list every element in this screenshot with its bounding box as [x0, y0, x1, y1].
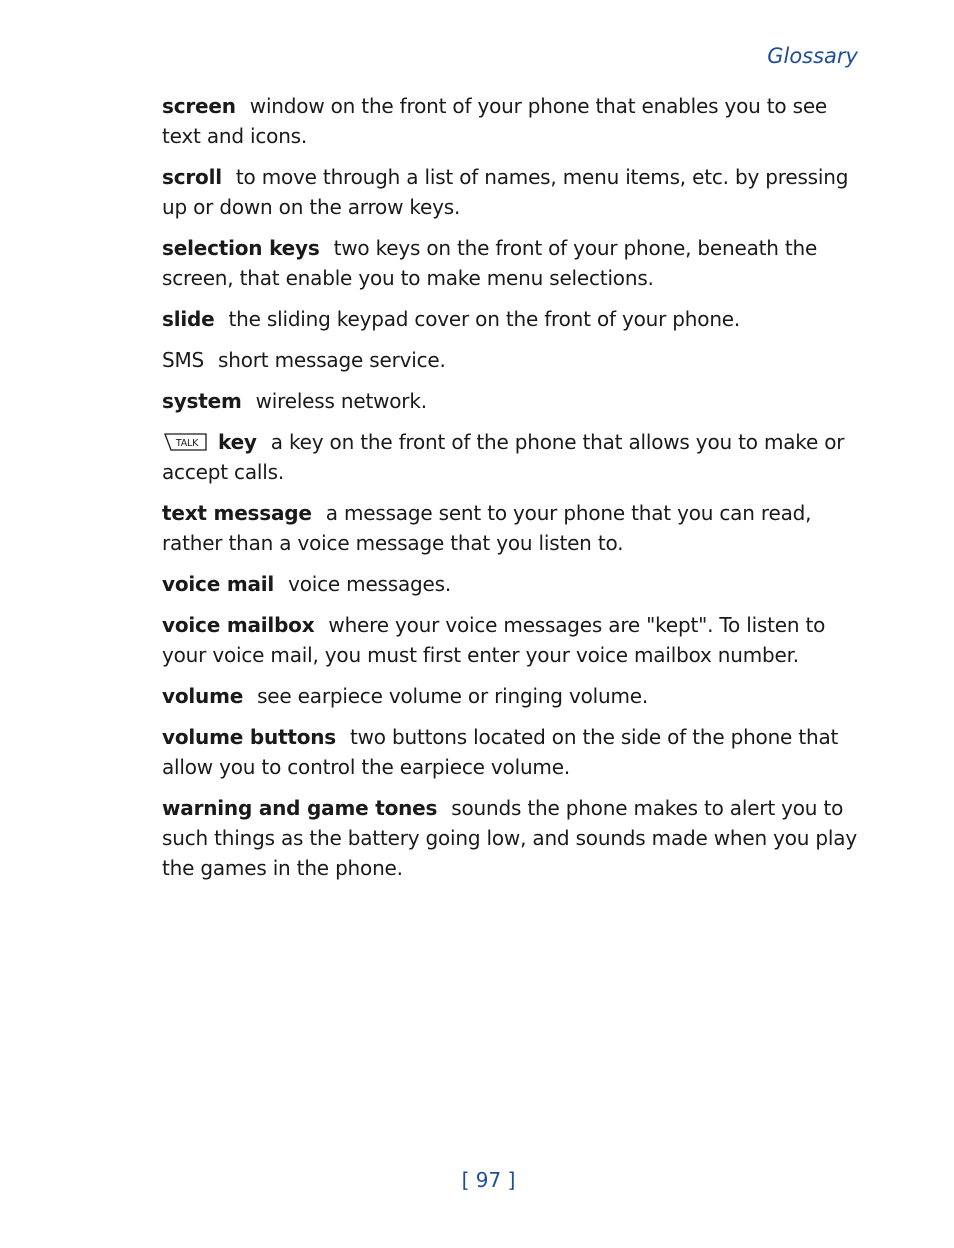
- glossary-term: volume: [162, 684, 244, 708]
- glossary-entry-talk-key: [162, 427, 862, 487]
- glossary-entry-volume-buttons: [162, 722, 862, 782]
- glossary-term: voice mailbox: [162, 613, 315, 637]
- glossary-entry-warning-and-game-tones: [162, 793, 862, 883]
- glossary-definition: the sliding keypad cover on the front of your phone.: [228, 307, 741, 331]
- glossary-entry-sms: [162, 345, 862, 375]
- glossary-term: slide: [162, 307, 215, 331]
- glossary-entry-slide: [162, 304, 862, 334]
- glossary-term: screen: [162, 94, 236, 118]
- glossary-definition: see earpiece volume or ringing volume.: [257, 684, 649, 708]
- glossary-definition: a key on the front of the phone that allows you to make or accept calls.: [162, 430, 845, 484]
- glossary-definition: voice messages.: [288, 572, 452, 596]
- glossary-term: voice mail: [162, 572, 275, 596]
- glossary-definition: short message service.: [218, 348, 446, 372]
- glossary-entry-voice-mailbox: [162, 610, 862, 670]
- glossary-definition: window on the front of your phone that enables you to see text and icons.: [162, 94, 828, 148]
- glossary-entry-screen: [162, 91, 862, 151]
- glossary-definition: to move through a list of names, menu items, etc. by pressing up or down on the arrow keys.: [162, 165, 849, 219]
- glossary-definition: where your voice messages are "kept". To listen to your voice mail, you must first enter your voice mailbox number.: [162, 613, 826, 667]
- talk-key-icon: [162, 432, 208, 452]
- glossary-term: volume buttons: [162, 725, 336, 749]
- glossary-term: warning and game tones: [162, 796, 438, 820]
- page-number: [ 97 ]: [461, 1168, 516, 1192]
- glossary-term: key: [218, 430, 257, 454]
- glossary-definition: a message sent to your phone that you can read, rather than a voice message that you listen to.: [162, 501, 812, 555]
- talk-key-label: TALK: [175, 438, 199, 449]
- glossary-entry-volume: [162, 681, 862, 711]
- glossary-definition: sounds the phone makes to alert you to such things as the battery going low, and sounds made when you play the games in the phone.: [162, 796, 857, 880]
- glossary-term: scroll: [162, 165, 222, 189]
- glossary-entry-scroll: [162, 162, 862, 222]
- glossary-definition: wireless network.: [255, 389, 427, 413]
- glossary-definition: two buttons located on the side of the phone that allow you to control the earpiece volume.: [162, 725, 839, 779]
- glossary-term: selection keys: [162, 236, 320, 260]
- glossary-entry-text-message: [162, 498, 862, 558]
- section-title: Glossary: [767, 44, 858, 68]
- glossary-entry-system: [162, 386, 862, 416]
- glossary-term: text message: [162, 501, 312, 525]
- glossary-list: [162, 91, 862, 894]
- glossary-entry-selection-keys: [162, 233, 862, 293]
- glossary-definition: two keys on the front of your phone, beneath the screen, that enable you to make menu selections.: [162, 236, 818, 290]
- glossary-entry-voice-mail: [162, 569, 862, 599]
- glossary-term: system: [162, 389, 242, 413]
- glossary-term: SMS: [162, 348, 205, 372]
